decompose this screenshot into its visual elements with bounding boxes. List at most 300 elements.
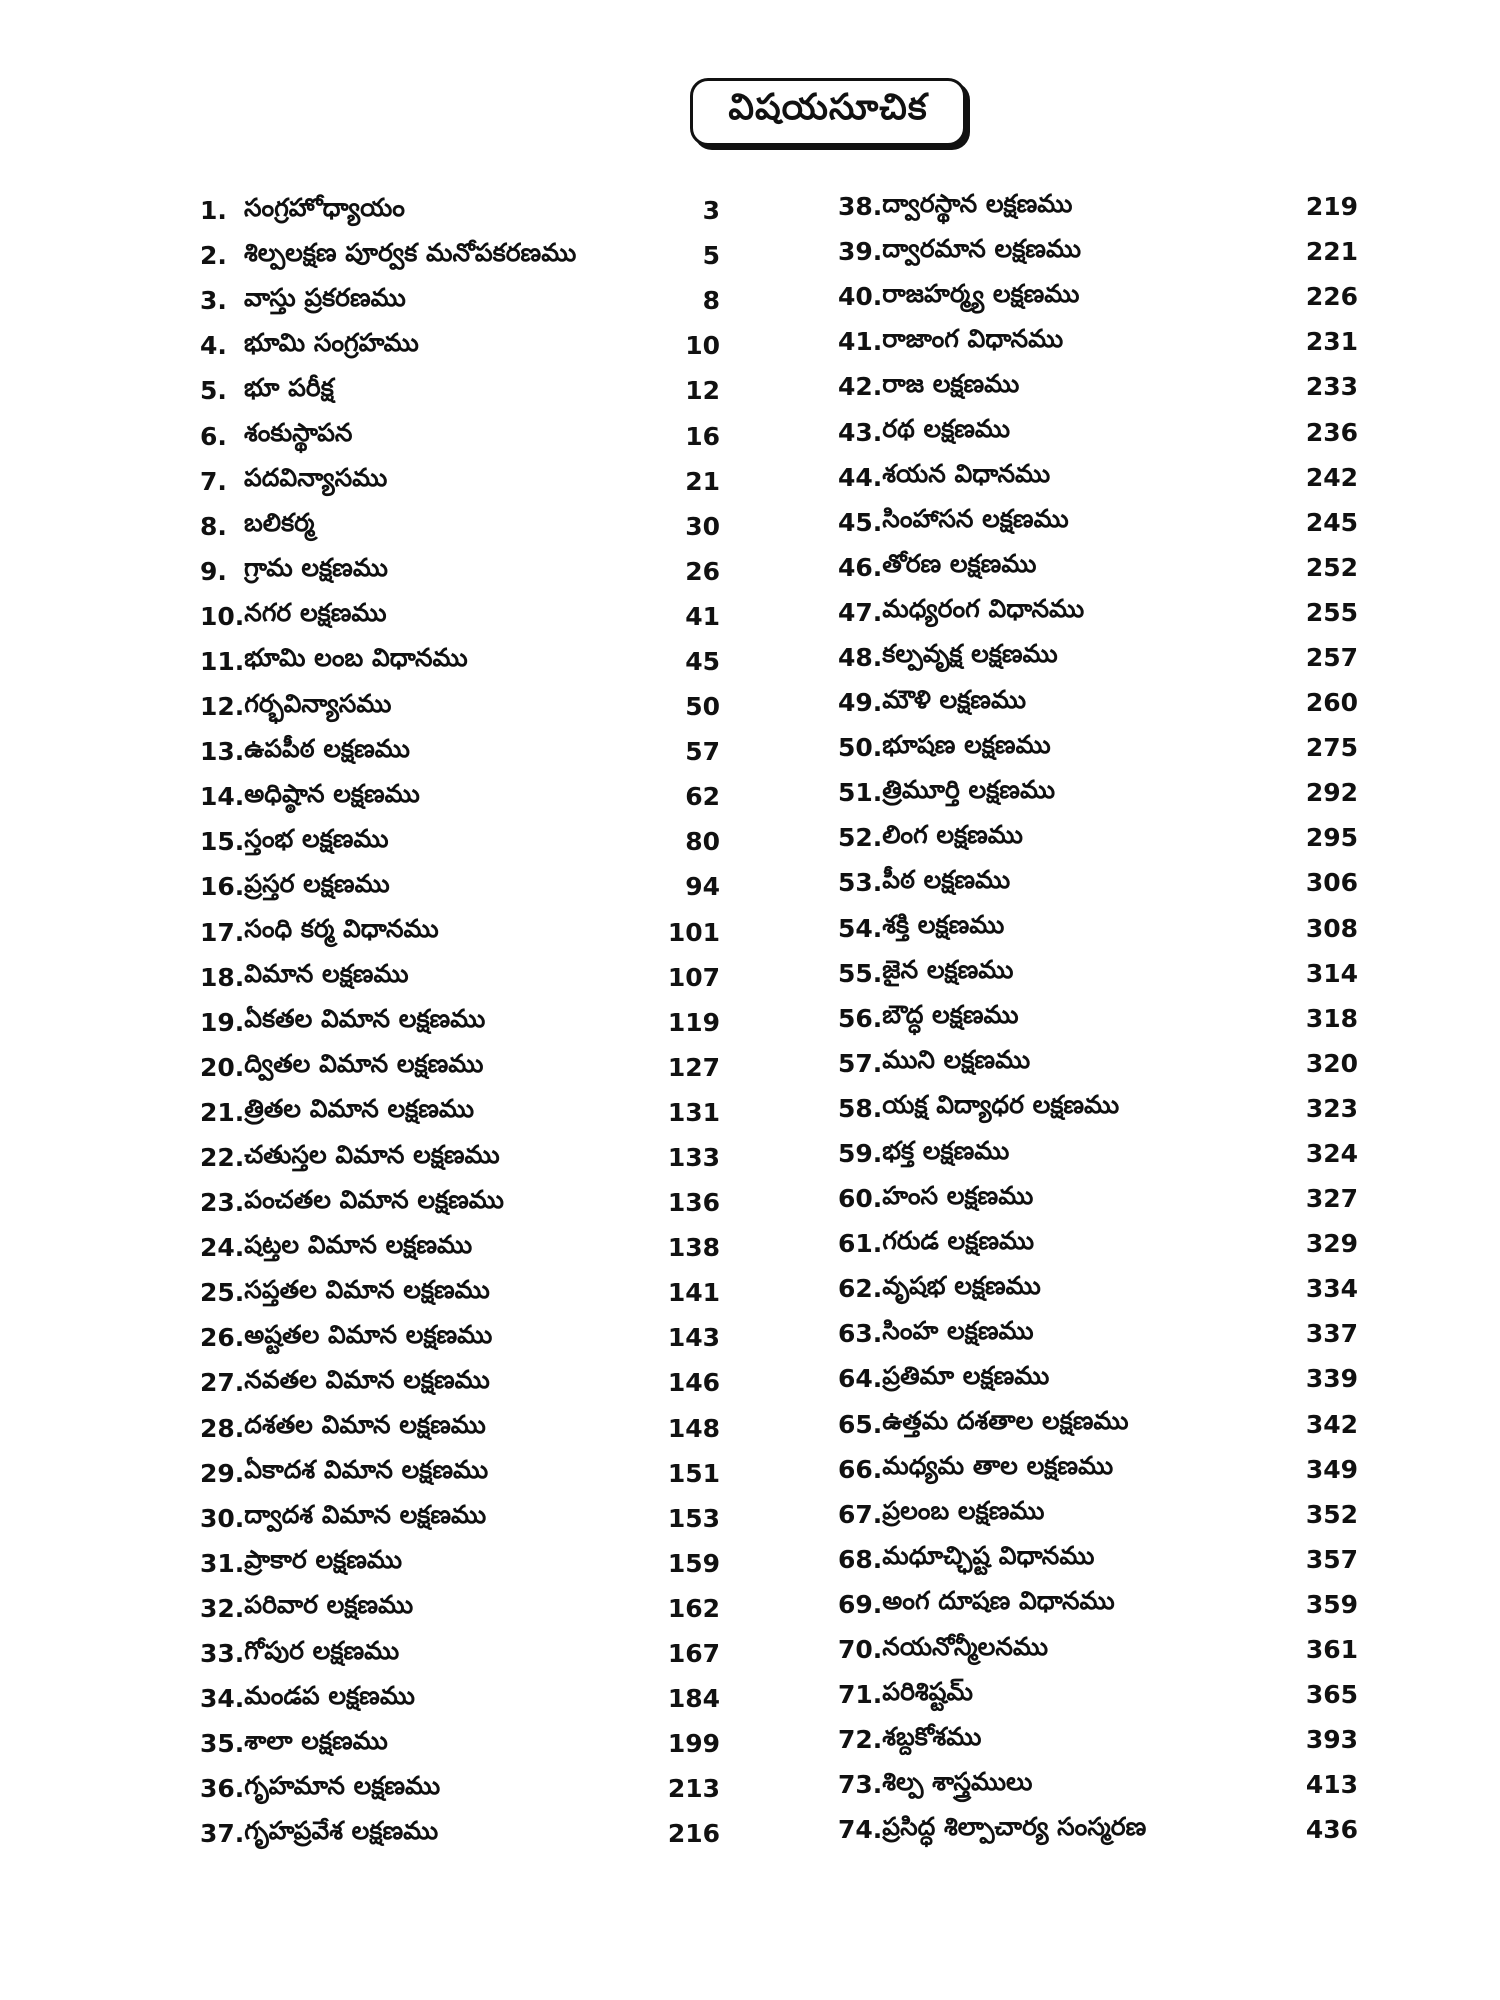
entry-number: 73.	[838, 1770, 883, 1800]
entry-page-number: 80	[685, 827, 720, 857]
entry-number: 24.	[200, 1233, 245, 1263]
toc-entry	[200, 1496, 720, 1541]
entry-number: 51.	[838, 778, 883, 808]
toc-entry	[838, 770, 1358, 815]
entry-number: 60.	[838, 1184, 883, 1214]
entry-title: శబ్దకోశము	[882, 1721, 982, 1751]
entry-number: 35.	[200, 1729, 245, 1759]
entry-number: 18.	[200, 962, 245, 992]
toc-entry	[838, 364, 1358, 409]
entry-number: 27.	[200, 1368, 245, 1398]
entry-title: నగర లక్షణము	[244, 598, 387, 628]
entry-number: 39.	[838, 237, 883, 267]
entry-title: ద్వారస్థాన లక్షణము	[882, 188, 1073, 218]
toc-entry	[838, 725, 1358, 770]
entry-page-number: 119	[667, 1007, 720, 1037]
entry-title: కల్పవృక్ష లక్షణము	[882, 639, 1058, 669]
toc-entry	[200, 504, 720, 549]
entry-number: 53.	[838, 868, 883, 898]
toc-entry	[838, 951, 1358, 996]
toc-entry	[200, 1225, 720, 1270]
entry-title: ద్వారమాన లక్షణము	[882, 233, 1082, 263]
entry-page-number: 226	[1305, 282, 1358, 312]
entry-title: గర్భవిన్యాసము	[244, 688, 392, 718]
entry-title: అంగ దూషణ విధానము	[882, 1586, 1115, 1616]
entry-number: 7.	[200, 466, 227, 496]
toc-entry	[838, 1402, 1358, 1447]
entry-title: భూమి సంగ్రహము	[244, 327, 419, 357]
entry-number: 61.	[838, 1229, 883, 1259]
entry-number: 10.	[200, 601, 245, 631]
entry-title: రథ లక్షణము	[882, 414, 1011, 444]
entry-title: ద్వాదశ విమాన లక్షణము	[244, 1500, 487, 1530]
toc-entry	[200, 594, 720, 639]
entry-page-number: 334	[1305, 1274, 1358, 1304]
entry-title: ప్రస్తర లక్షణము	[244, 868, 390, 898]
entry-page-number: 436	[1305, 1815, 1358, 1845]
entry-page-number: 219	[1305, 192, 1358, 222]
entry-number: 54.	[838, 913, 883, 943]
toc-entry	[200, 278, 720, 323]
toc-entry	[200, 459, 720, 504]
entry-title: ఉత్తమ దశతాల లక్షణము	[882, 1406, 1129, 1436]
entry-page-number: 62	[685, 782, 720, 812]
toc-entry	[200, 1631, 720, 1676]
entry-title: దశతల విమాన లక్షణము	[244, 1410, 486, 1440]
entry-page-number: 393	[1305, 1725, 1358, 1755]
entry-number: 2.	[200, 241, 227, 271]
toc-entry	[200, 1721, 720, 1766]
entry-number: 13.	[200, 737, 245, 767]
toc-entry	[838, 1086, 1358, 1131]
toc-entry	[838, 860, 1358, 905]
entry-number: 59.	[838, 1139, 883, 1169]
entry-number: 52.	[838, 823, 883, 853]
toc-entry	[200, 1090, 720, 1135]
entry-number: 49.	[838, 688, 883, 718]
entry-title: తోరణ లక్షణము	[882, 549, 1037, 579]
toc-entry	[200, 864, 720, 909]
entry-page-number: 16	[685, 421, 720, 451]
toc-entry	[838, 680, 1358, 725]
toc-entry	[200, 1180, 720, 1225]
toc-entry	[200, 1766, 720, 1811]
toc-entry	[200, 1451, 720, 1496]
entry-page-number: 153	[667, 1503, 720, 1533]
entry-page-number: 107	[667, 962, 720, 992]
entry-number: 43.	[838, 417, 883, 447]
toc-entry	[200, 819, 720, 864]
entry-number: 20.	[200, 1052, 245, 1082]
entry-title: గృహమాన లక్షణము	[244, 1770, 441, 1800]
entry-page-number: 349	[1305, 1454, 1358, 1484]
entry-title: మధ్యమ తాల లక్షణము	[882, 1451, 1114, 1481]
entry-number: 36.	[200, 1774, 245, 1804]
entry-number: 40.	[838, 282, 883, 312]
entry-page-number: 159	[667, 1548, 720, 1578]
entry-page-number: 221	[1305, 237, 1358, 267]
entry-page-number: 10	[685, 331, 720, 361]
entry-page-number: 26	[685, 556, 720, 586]
title-box	[690, 78, 966, 146]
toc-entry	[200, 188, 720, 233]
toc-entry	[200, 368, 720, 413]
entry-title: పంచతల విమాన లక్షణము	[244, 1184, 504, 1214]
entry-page-number: 357	[1305, 1544, 1358, 1574]
entry-title: శాలా లక్షణము	[244, 1725, 388, 1755]
toc-entry	[838, 1762, 1358, 1807]
toc-entry	[838, 1582, 1358, 1627]
entry-title: ద్వితల విమాన లక్షణము	[244, 1049, 484, 1079]
entry-page-number: 339	[1305, 1364, 1358, 1394]
entry-page-number: 236	[1305, 417, 1358, 447]
entry-page-number: 306	[1305, 868, 1358, 898]
entry-number: 32.	[200, 1593, 245, 1623]
entry-number: 28.	[200, 1413, 245, 1443]
entry-page-number: 231	[1305, 327, 1358, 357]
entry-page-number: 323	[1305, 1093, 1358, 1123]
entry-number: 64.	[838, 1364, 883, 1394]
entry-title: సంధి కర్మ విధానము	[244, 914, 439, 944]
entry-title: అధిష్ఠాన లక్షణము	[244, 778, 420, 808]
entry-title: వాస్తు ప్రకరణము	[244, 282, 406, 312]
toc-entry	[838, 1356, 1358, 1401]
entry-title: గ్రామ లక్షణము	[244, 553, 388, 583]
toc-entry	[838, 1041, 1358, 1086]
toc-entry	[200, 549, 720, 594]
toc-entry	[838, 1266, 1358, 1311]
toc-entry	[200, 955, 720, 1000]
entry-title: భక్త లక్షణము	[882, 1135, 1010, 1165]
entry-number: 26.	[200, 1323, 245, 1353]
entry-number: 3.	[200, 286, 227, 316]
entry-title: పరిశిష్టమ్	[882, 1676, 973, 1706]
entry-title: భూ పరీక్ష	[244, 372, 334, 402]
entry-number: 22.	[200, 1143, 245, 1173]
entry-page-number: 131	[667, 1097, 720, 1127]
entry-number: 17.	[200, 917, 245, 947]
toc-entry	[200, 910, 720, 955]
entry-title: భూమి లంబ విధానము	[244, 643, 468, 673]
entry-number: 65.	[838, 1409, 883, 1439]
entry-page-number: 260	[1305, 688, 1358, 718]
entry-number: 41.	[838, 327, 883, 357]
entry-title: రాజాంగ విధానము	[882, 323, 1064, 353]
toc-entry	[838, 1807, 1358, 1852]
entry-number: 44.	[838, 462, 883, 492]
entry-page-number: 133	[667, 1143, 720, 1173]
entry-number: 8.	[200, 511, 227, 541]
entry-page-number: 138	[667, 1233, 720, 1263]
entry-page-number: 413	[1305, 1770, 1358, 1800]
entry-page-number: 199	[667, 1729, 720, 1759]
entry-page-number: 352	[1305, 1499, 1358, 1529]
toc-entry	[200, 1135, 720, 1180]
toc-entry	[838, 590, 1358, 635]
entry-title: బౌద్ధ లక్షణము	[882, 1000, 1019, 1030]
toc-entry	[838, 455, 1358, 500]
entry-title: అష్టతల విమాన లక్షణము	[244, 1319, 493, 1349]
entry-title: సింహ లక్షణము	[882, 1315, 1034, 1345]
toc-entry	[200, 1360, 720, 1405]
entry-title: మౌళి లక్షణము	[882, 684, 1027, 714]
entry-title: మధూచ్ఛిష్ట విధానము	[882, 1541, 1095, 1571]
entry-number: 63.	[838, 1319, 883, 1349]
entry-page-number: 318	[1305, 1003, 1358, 1033]
entry-number: 37.	[200, 1819, 245, 1849]
toc-entry	[200, 233, 720, 278]
entry-number: 23.	[200, 1188, 245, 1218]
entry-page-number: 101	[667, 917, 720, 947]
entry-title: పరివార లక్షణము	[244, 1590, 414, 1620]
entry-page-number: 50	[685, 692, 720, 722]
entry-title: వృషభ లక్షణము	[882, 1270, 1041, 1300]
entry-title: ప్రతిమా లక్షణము	[882, 1360, 1050, 1390]
entry-number: 66.	[838, 1454, 883, 1484]
entry-title: సింహాసన లక్షణము	[882, 504, 1069, 534]
entry-title: యక్ష విద్యాధర లక్షణము	[882, 1090, 1120, 1120]
entry-title: శిల్పలక్షణ పూర్వక మనోపకరణము	[244, 237, 577, 267]
toc-entry	[838, 1311, 1358, 1356]
entry-title: ప్రాకార లక్షణము	[244, 1545, 402, 1575]
entry-title: చతుస్తల విమాన లక్షణము	[244, 1139, 500, 1169]
toc-entry	[200, 1406, 720, 1451]
entry-title: త్రిమూర్తి లక్షణము	[882, 774, 1056, 804]
entry-title: నవతల విమాన లక్షణము	[244, 1364, 490, 1394]
entry-number: 29.	[200, 1458, 245, 1488]
entry-page-number: 41	[685, 601, 720, 631]
entry-page-number: 141	[667, 1278, 720, 1308]
entry-number: 46.	[838, 552, 883, 582]
entry-title: శంకుస్థాపన	[244, 418, 353, 448]
toc-entry	[200, 323, 720, 368]
entry-title: హంస లక్షణము	[882, 1180, 1034, 1210]
toc-left-column	[200, 188, 720, 1856]
entry-page-number: 127	[667, 1052, 720, 1082]
entry-page-number: 12	[685, 376, 720, 406]
toc-entry	[838, 1672, 1358, 1717]
entry-page-number: 136	[667, 1188, 720, 1218]
entry-number: 47.	[838, 597, 883, 627]
entry-number: 48.	[838, 642, 883, 672]
entry-title: త్రితల విమాన లక్షణము	[244, 1094, 474, 1124]
entry-number: 25.	[200, 1278, 245, 1308]
entry-page-number: 213	[667, 1774, 720, 1804]
toc-entry	[838, 1492, 1358, 1537]
toc-entry	[838, 319, 1358, 364]
entry-number: 11.	[200, 646, 245, 676]
entry-number: 1.	[200, 196, 227, 226]
entry-page-number: 21	[685, 466, 720, 496]
entry-number: 74.	[838, 1815, 883, 1845]
page-title: విషయసూచిక	[728, 87, 928, 128]
entry-title: సప్తతల విమాన లక్షణము	[244, 1274, 490, 1304]
entry-page-number: 5	[702, 241, 720, 271]
entry-number: 33.	[200, 1639, 245, 1669]
toc-entry	[838, 409, 1358, 454]
entry-page-number: 327	[1305, 1184, 1358, 1214]
entry-title: మధ్యరంగ విధానము	[882, 594, 1085, 624]
entry-number: 42.	[838, 372, 883, 402]
entry-title: నయనోన్మీలనము	[882, 1631, 1048, 1661]
entry-number: 68.	[838, 1544, 883, 1574]
entry-title: ఉపపీఠ లక్షణము	[244, 733, 410, 763]
entry-number: 4.	[200, 331, 227, 361]
entry-number: 57.	[838, 1048, 883, 1078]
entry-page-number: 275	[1305, 733, 1358, 763]
entry-title: గరుడ లక్షణము	[882, 1225, 1035, 1255]
entry-title: శిల్ప శాస్త్రములు	[882, 1766, 1033, 1796]
toc-entry	[838, 545, 1358, 590]
entry-page-number: 151	[667, 1458, 720, 1488]
entry-title: ప్రలంబ లక్షణము	[882, 1496, 1045, 1526]
entry-page-number: 146	[667, 1368, 720, 1398]
entry-page-number: 320	[1305, 1048, 1358, 1078]
entry-title: బలికర్మ	[244, 508, 315, 538]
entry-title: మండప లక్షణము	[244, 1680, 415, 1710]
entry-page-number: 337	[1305, 1319, 1358, 1349]
entry-page-number: 162	[667, 1593, 720, 1623]
entry-page-number: 245	[1305, 507, 1358, 537]
entry-title: ఏకతల విమాన లక్షణము	[244, 1004, 486, 1034]
entry-number: 14.	[200, 782, 245, 812]
entry-number: 56.	[838, 1003, 883, 1033]
toc-entry	[200, 684, 720, 729]
entry-page-number: 308	[1305, 913, 1358, 943]
entry-page-number: 365	[1305, 1680, 1358, 1710]
entry-page-number: 3	[702, 196, 720, 226]
toc-entry	[200, 1000, 720, 1045]
entry-number: 34.	[200, 1684, 245, 1714]
entry-page-number: 143	[667, 1323, 720, 1353]
entry-page-number: 329	[1305, 1229, 1358, 1259]
entry-title: విమాన లక్షణము	[244, 959, 409, 989]
entry-title: స్తంభ లక్షణము	[244, 823, 389, 853]
entry-page-number: 252	[1305, 552, 1358, 582]
entry-page-number: 148	[667, 1413, 720, 1443]
entry-page-number: 242	[1305, 462, 1358, 492]
toc-entry	[200, 1045, 720, 1090]
toc-entry	[200, 413, 720, 458]
entry-title: ప్రసిద్ధ శిల్పాచార్య సంస్మరణ	[882, 1811, 1147, 1841]
entry-page-number: 8	[702, 286, 720, 316]
toc-entry	[838, 1131, 1358, 1176]
toc-entry	[838, 1537, 1358, 1582]
toc-entry	[838, 184, 1358, 229]
entry-title: గృహప్రవేశ లక్షణము	[244, 1815, 439, 1845]
toc-right-column	[838, 184, 1358, 1852]
toc-entry	[838, 1717, 1358, 1762]
entry-page-number: 314	[1305, 958, 1358, 988]
entry-number: 31.	[200, 1548, 245, 1578]
entry-number: 5.	[200, 376, 227, 406]
entry-number: 30.	[200, 1503, 245, 1533]
toc-entry	[200, 1541, 720, 1586]
entry-title: శక్తి లక్షణము	[882, 910, 1005, 940]
entry-title: రాజ లక్షణము	[882, 368, 1020, 398]
entry-number: 12.	[200, 692, 245, 722]
entry-page-number: 295	[1305, 823, 1358, 853]
toc-entry	[838, 906, 1358, 951]
entry-title: ముని లక్షణము	[882, 1045, 1031, 1075]
toc-entry	[838, 500, 1358, 545]
entry-number: 21.	[200, 1097, 245, 1127]
entry-page-number: 94	[685, 872, 720, 902]
entry-number: 16.	[200, 872, 245, 902]
entry-number: 50.	[838, 733, 883, 763]
entry-title: జైన లక్షణము	[882, 955, 1014, 985]
entry-number: 9.	[200, 556, 227, 586]
entry-page-number: 257	[1305, 642, 1358, 672]
entry-page-number: 30	[685, 511, 720, 541]
toc-entry	[200, 729, 720, 774]
entry-number: 67.	[838, 1499, 883, 1529]
entry-number: 55.	[838, 958, 883, 988]
toc-entry	[838, 996, 1358, 1041]
entry-title: శయన విధానము	[882, 459, 1051, 489]
entry-page-number: 292	[1305, 778, 1358, 808]
entry-number: 71.	[838, 1680, 883, 1710]
entry-title: సంగ్రహోధ్యాయం	[244, 192, 405, 222]
entry-title: గోపుర లక్షణము	[244, 1635, 400, 1665]
toc-entry	[838, 274, 1358, 319]
entry-title: పీఠ లక్షణము	[882, 864, 1011, 894]
toc-entry	[200, 1315, 720, 1360]
toc-entry	[200, 639, 720, 684]
toc-entry	[838, 635, 1358, 680]
entry-page-number: 233	[1305, 372, 1358, 402]
toc-entry	[200, 1586, 720, 1631]
entry-title: షట్తల విమాన లక్షణము	[244, 1229, 473, 1259]
entry-page-number: 324	[1305, 1139, 1358, 1169]
entry-title: భూషణ లక్షణము	[882, 729, 1051, 759]
entry-number: 6.	[200, 421, 227, 451]
toc-entry	[200, 1811, 720, 1856]
entry-page-number: 359	[1305, 1589, 1358, 1619]
entry-page-number: 45	[685, 646, 720, 676]
toc-entry	[838, 1627, 1358, 1672]
entry-page-number: 342	[1305, 1409, 1358, 1439]
toc-entry	[838, 815, 1358, 860]
toc-entry	[200, 1270, 720, 1315]
entry-page-number: 255	[1305, 597, 1358, 627]
entry-number: 45.	[838, 507, 883, 537]
entry-number: 38.	[838, 192, 883, 222]
entry-page-number: 216	[667, 1819, 720, 1849]
entry-title: లింగ లక్షణము	[882, 819, 1023, 849]
entry-title: ఏకాదశ విమాన లక్షణము	[244, 1455, 489, 1485]
entry-page-number: 361	[1305, 1635, 1358, 1665]
entry-number: 15.	[200, 827, 245, 857]
entry-number: 62.	[838, 1274, 883, 1304]
entry-title: రాజహర్మ్య లక్షణము	[882, 278, 1080, 308]
entry-number: 72.	[838, 1725, 883, 1755]
toc-entry	[838, 229, 1358, 274]
entry-number: 69.	[838, 1589, 883, 1619]
toc-entry	[200, 774, 720, 819]
entry-page-number: 57	[685, 737, 720, 767]
entry-page-number: 167	[667, 1639, 720, 1669]
toc-entry	[838, 1447, 1358, 1492]
toc-entry	[838, 1221, 1358, 1266]
entry-title: పదవిన్యాసము	[244, 463, 388, 493]
entry-number: 19.	[200, 1007, 245, 1037]
entry-number: 70.	[838, 1635, 883, 1665]
entry-page-number: 184	[667, 1684, 720, 1714]
toc-entry	[838, 1176, 1358, 1221]
entry-number: 58.	[838, 1093, 883, 1123]
toc-entry	[200, 1676, 720, 1721]
